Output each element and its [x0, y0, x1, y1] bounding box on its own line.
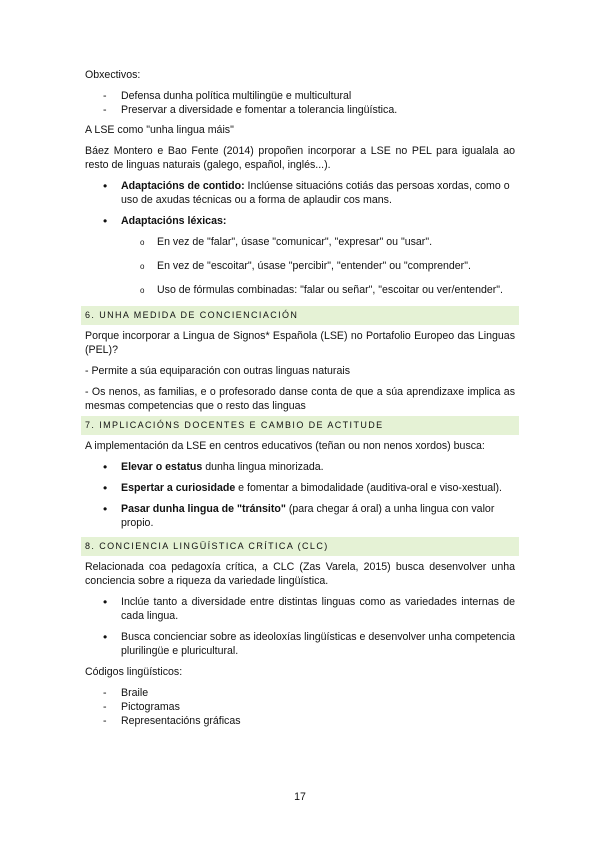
section-heading: 7. IMPLICACIÓNS DOCENTES E CAMBIO DE ACTITUDE: [81, 416, 519, 435]
list-item: - Braile: [85, 686, 515, 700]
list-item: [85, 502, 515, 530]
bold-label: Adaptacións de contido:: [121, 180, 245, 192]
paragraph: A implementación da LSE en centros educativos (teñan ou non nenos xordos) busca:: [85, 440, 485, 452]
objectives-title: Obxectivos:: [85, 69, 141, 81]
section-heading: 6. UNHA MEDIDA DE CONCIENCIACIÓN: [81, 306, 519, 325]
sublist-item: o En vez de "escoitar", úsase "percibir", "entender" ou "comprender".: [85, 259, 515, 273]
bold-label: Elevar o estatus: [121, 461, 203, 473]
section-heading: 8. CONCIENCIA LINGÜÍSTICA CRÍTICA (CLC): [81, 537, 519, 556]
list-item: - Preservar a diversidade e fomentar a tolerancia lingüística.: [85, 103, 515, 117]
objectives-list: [85, 89, 515, 117]
list-item: - Representacións gráficas: [85, 714, 515, 728]
paragraph: Porque incorporar a Lingua de Signos* Española (LSE) no Portafolio Europeo das Linguas (PEL)?: [85, 330, 515, 356]
sublist-item: o Uso de fórmulas combinadas: "falar ou señar", "escoitar ou ver/entender".: [85, 283, 515, 297]
list-item: - Pictogramas: [85, 700, 515, 714]
item-text: dunha lingua minorizada.: [202, 461, 324, 473]
lexical-sublist: [85, 235, 515, 297]
list-item: [85, 481, 515, 495]
sublist-item: o En vez de "falar", úsase "comunicar", "expresar" ou "usar".: [85, 235, 515, 249]
adaptations-list: [85, 179, 515, 228]
implications-list: [85, 460, 515, 530]
clc-list: [85, 595, 515, 658]
list-item: [85, 214, 515, 228]
list-item: [85, 179, 515, 207]
item-text: Inclúense situacións cotiás das persoas xordas, como o uso de axudas técnicas ou a forma de aplaudir cos mans.: [121, 180, 510, 206]
list-item: [85, 460, 515, 474]
bold-label: Espertar a curiosidade: [121, 482, 236, 494]
page-number: 17: [294, 791, 306, 803]
list-item: • Inclúe tanto a diversidade entre distintas linguas como as variedades internas de cada lingua.: [85, 595, 515, 623]
bold-label: Pasar dunha lingua de "tránsito": [121, 503, 286, 515]
paragraph: Relacionada coa pedagoxía crítica, a CLC (Zas Varela, 2015) busca desenvolver unha conciencia sobre a riqueza da variedade lingüística.: [85, 561, 515, 587]
lse-subtitle: A LSE como "unha lingua máis": [85, 124, 234, 136]
paragraph: - Os nenos, as familias, e o profesorado danse conta de que a súa aprendizaxe implica as mesmas competencias que o resto das linguas: [85, 386, 515, 412]
paragraph: Báez Montero e Bao Fente (2014) propoñen incorporar a LSE no PEL para igualala ao resto de linguas naturais (galego, español, inglés...).: [85, 145, 515, 171]
list-item: • Busca concienciar sobre as ideoloxías lingüísticas e desenvolver unha competencia plurilingüe e pluricultural.: [85, 630, 515, 658]
codes-list: [85, 686, 515, 728]
paragraph: - Permite a súa equiparación con outras linguas naturais: [85, 365, 350, 377]
codes-title: Códigos lingüísticos:: [85, 666, 183, 678]
item-text: e fomentar a bimodalidade (auditiva-oral e viso-xestual).: [235, 482, 502, 494]
list-item: - Defensa dunha política multilingüe e multicultural: [85, 89, 515, 103]
item-text: (para chegar á oral) a unha lingua con valor propio.: [121, 503, 495, 529]
document-page: [85, 68, 515, 728]
bold-label: Adaptacións léxicas:: [121, 215, 227, 227]
